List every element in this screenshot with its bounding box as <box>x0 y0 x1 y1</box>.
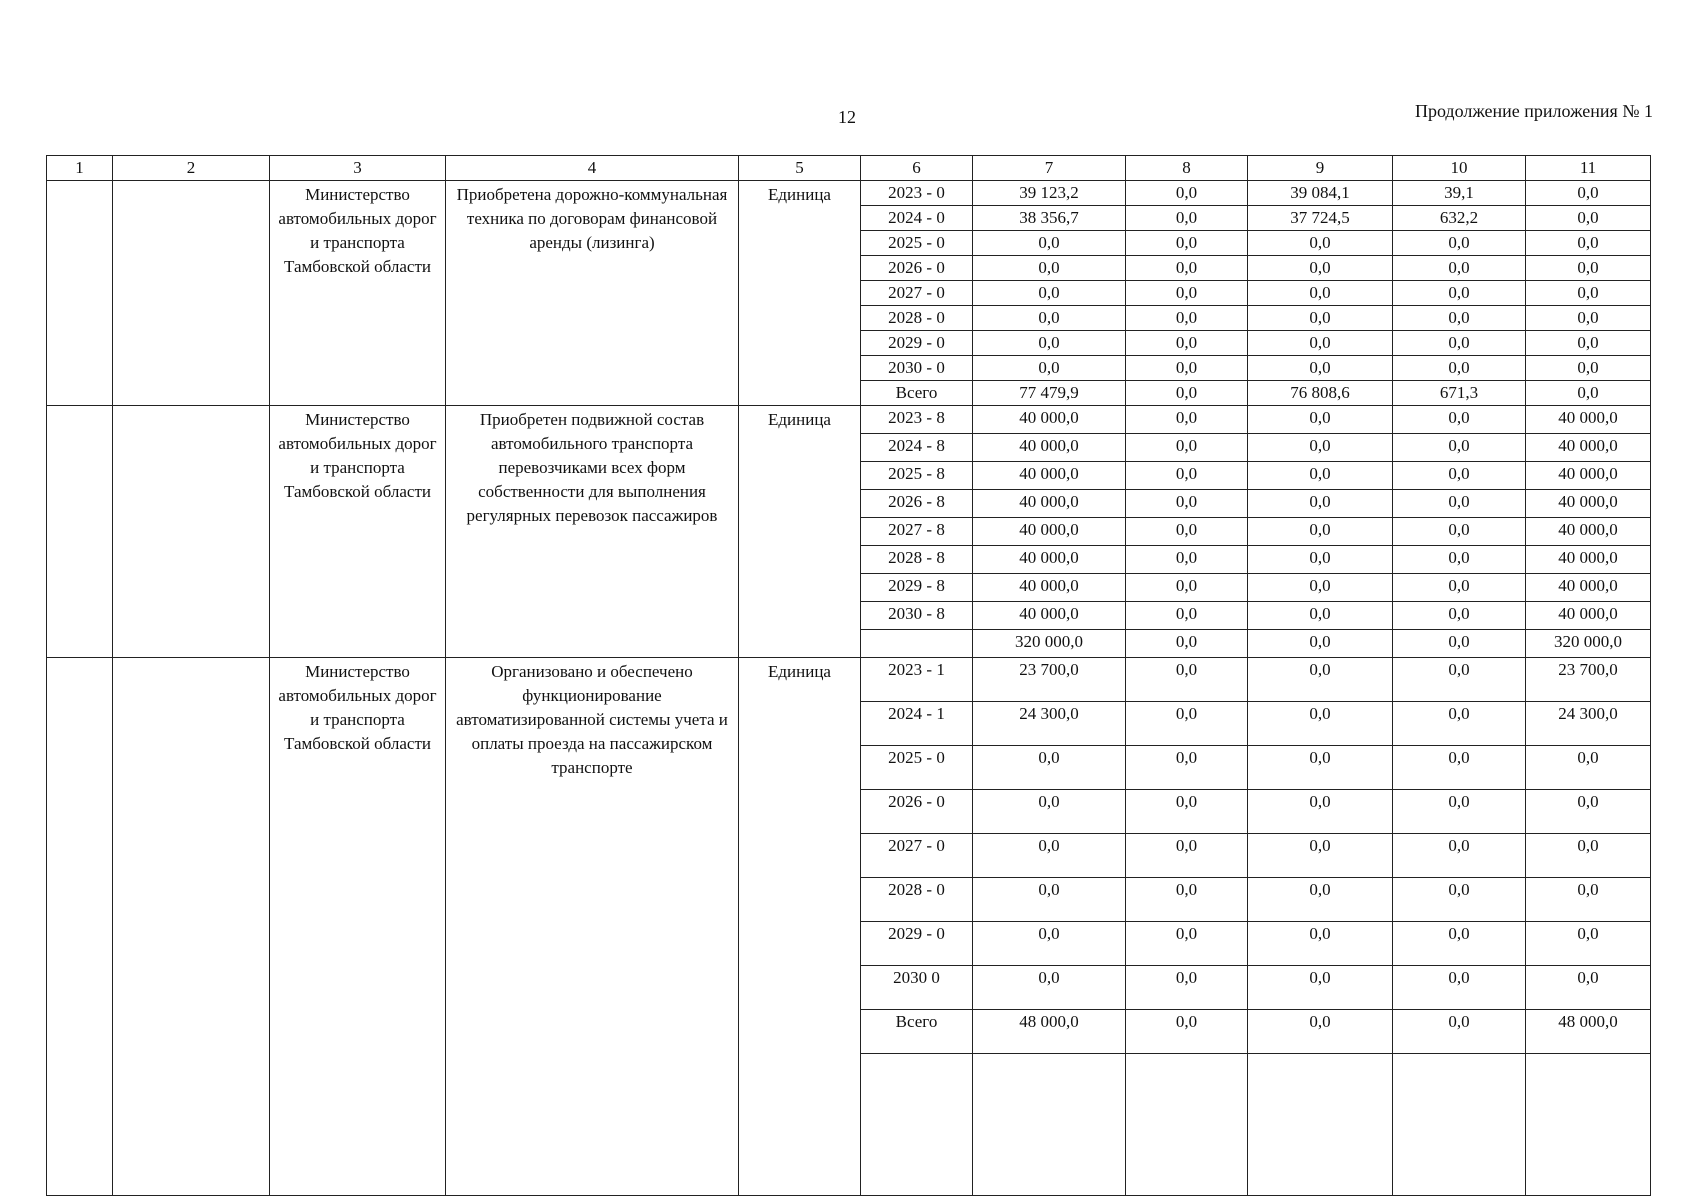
page-number: 12 <box>838 107 856 127</box>
col1-cell <box>47 406 113 658</box>
value-cell: 0,0 <box>1126 406 1248 434</box>
value-cell: 0,0 <box>1393 256 1526 281</box>
empty-cell <box>1248 1054 1393 1196</box>
col2-cell <box>113 658 270 1196</box>
value-cell: 39 084,1 <box>1248 181 1393 206</box>
value-cell: 0,0 <box>1393 406 1526 434</box>
year-cell: 2023 - 8 <box>861 406 973 434</box>
value-cell: 0,0 <box>1126 922 1248 966</box>
value-cell: 0,0 <box>1393 306 1526 331</box>
budget-table <box>46 155 1651 1196</box>
value-cell: 320 000,0 <box>973 630 1126 658</box>
value-cell: 0,0 <box>1393 702 1526 746</box>
value-cell: 0,0 <box>1393 490 1526 518</box>
value-cell: 0,0 <box>1126 878 1248 922</box>
year-cell: 2027 - 0 <box>861 281 973 306</box>
header-cell: 4 <box>446 156 739 181</box>
indicator-cell: Организовано и обеспечено функционирование автоматизированной системы учета и оплаты проезда на пассажирском транспорте <box>446 658 739 1196</box>
value-cell: 0,0 <box>1393 834 1526 878</box>
year-cell: Всего <box>861 1010 973 1054</box>
value-cell: 0,0 <box>1126 490 1248 518</box>
value-cell: 40 000,0 <box>973 490 1126 518</box>
value-cell: 0,0 <box>1393 546 1526 574</box>
value-cell: 0,0 <box>1526 231 1651 256</box>
value-cell: 48 000,0 <box>1526 1010 1651 1054</box>
value-cell: 0,0 <box>1526 181 1651 206</box>
value-cell: 0,0 <box>1526 306 1651 331</box>
value-cell: 40 000,0 <box>1526 546 1651 574</box>
value-cell: 77 479,9 <box>973 381 1126 406</box>
unit-cell: Единица <box>739 406 861 658</box>
value-cell: 0,0 <box>1393 922 1526 966</box>
table-row <box>47 658 1651 702</box>
value-cell: 0,0 <box>1393 281 1526 306</box>
value-cell: 0,0 <box>1126 306 1248 331</box>
value-cell: 24 300,0 <box>973 702 1126 746</box>
header-cell: 10 <box>1393 156 1526 181</box>
value-cell: 0,0 <box>1248 546 1393 574</box>
value-cell: 0,0 <box>1526 331 1651 356</box>
value-cell: 0,0 <box>1126 966 1248 1010</box>
value-cell: 0,0 <box>1248 356 1393 381</box>
year-cell: 2029 - 0 <box>861 922 973 966</box>
responsible-cell: Министерство автомобильных дорог и транспорта Тамбовской области <box>270 181 446 406</box>
value-cell: 0,0 <box>1526 922 1651 966</box>
header-cell: 1 <box>47 156 113 181</box>
value-cell: 0,0 <box>1126 434 1248 462</box>
header-cell: 5 <box>739 156 861 181</box>
value-cell: 0,0 <box>1248 434 1393 462</box>
value-cell: 0,0 <box>1248 966 1393 1010</box>
value-cell: 0,0 <box>1393 1010 1526 1054</box>
value-cell: 0,0 <box>1126 281 1248 306</box>
year-cell: 2024 - 1 <box>861 702 973 746</box>
value-cell: 0,0 <box>1248 256 1393 281</box>
value-cell: 0,0 <box>973 306 1126 331</box>
value-cell: 40 000,0 <box>1526 406 1651 434</box>
value-cell: 0,0 <box>1393 966 1526 1010</box>
value-cell: 0,0 <box>1248 922 1393 966</box>
year-cell: 2025 - 8 <box>861 462 973 490</box>
value-cell: 0,0 <box>973 256 1126 281</box>
empty-cell <box>861 1054 973 1196</box>
value-cell: 24 300,0 <box>1526 702 1651 746</box>
value-cell: 38 356,7 <box>973 206 1126 231</box>
year-cell: 2024 - 0 <box>861 206 973 231</box>
empty-cell <box>1126 1054 1248 1196</box>
value-cell: 0,0 <box>1526 834 1651 878</box>
value-cell: 0,0 <box>1126 356 1248 381</box>
value-cell: 40 000,0 <box>973 574 1126 602</box>
header-cell: 7 <box>973 156 1126 181</box>
year-cell: 2029 - 0 <box>861 331 973 356</box>
year-cell: 2028 - 8 <box>861 546 973 574</box>
value-cell: 40 000,0 <box>973 462 1126 490</box>
header-cell: 3 <box>270 156 446 181</box>
col1-cell <box>47 181 113 406</box>
appendix-note: Продолжение приложения № 1 <box>1414 101 1653 121</box>
year-cell: 2030 0 <box>861 966 973 1010</box>
col2-cell <box>113 181 270 406</box>
value-cell: 40 000,0 <box>973 406 1126 434</box>
year-cell: 2027 - 0 <box>861 834 973 878</box>
value-cell: 40 000,0 <box>1526 602 1651 630</box>
value-cell: 0,0 <box>1126 574 1248 602</box>
value-cell: 0,0 <box>973 834 1126 878</box>
value-cell: 0,0 <box>1526 878 1651 922</box>
value-cell: 0,0 <box>1393 602 1526 630</box>
col1-cell <box>47 658 113 1196</box>
value-cell: 0,0 <box>1526 966 1651 1010</box>
value-cell: 0,0 <box>1126 181 1248 206</box>
empty-cell <box>973 1054 1126 1196</box>
value-cell: 0,0 <box>1248 331 1393 356</box>
value-cell: 0,0 <box>1393 574 1526 602</box>
value-cell: 0,0 <box>1248 878 1393 922</box>
header-cell: 2 <box>113 156 270 181</box>
value-cell: 0,0 <box>973 356 1126 381</box>
value-cell: 0,0 <box>1393 518 1526 546</box>
year-cell: 2030 - 0 <box>861 356 973 381</box>
value-cell: 0,0 <box>1393 356 1526 381</box>
value-cell: 0,0 <box>1248 231 1393 256</box>
responsible-cell: Министерство автомобильных дорог и транспорта Тамбовской области <box>270 406 446 658</box>
year-cell: 2026 - 0 <box>861 256 973 281</box>
value-cell: 0,0 <box>973 878 1126 922</box>
indicator-cell: Приобретен подвижной состав автомобильного транспорта перевозчиками всех форм собственности для выполнения регулярных перевозок пассажиров <box>446 406 739 658</box>
value-cell: 0,0 <box>1393 331 1526 356</box>
value-cell: 0,0 <box>973 231 1126 256</box>
col2-cell <box>113 406 270 658</box>
year-cell: 2025 - 0 <box>861 231 973 256</box>
value-cell: 37 724,5 <box>1248 206 1393 231</box>
table-body <box>47 156 1651 1196</box>
value-cell: 0,0 <box>1526 256 1651 281</box>
value-cell: 0,0 <box>1126 834 1248 878</box>
header-cell: 9 <box>1248 156 1393 181</box>
year-cell: 2024 - 8 <box>861 434 973 462</box>
value-cell: 0,0 <box>1248 518 1393 546</box>
value-cell: 76 808,6 <box>1248 381 1393 406</box>
year-cell: Всего <box>861 381 973 406</box>
value-cell: 0,0 <box>1393 746 1526 790</box>
value-cell: 0,0 <box>1248 602 1393 630</box>
value-cell: 0,0 <box>1393 790 1526 834</box>
value-cell: 0,0 <box>1526 281 1651 306</box>
value-cell: 0,0 <box>1126 206 1248 231</box>
value-cell: 0,0 <box>1526 790 1651 834</box>
unit-cell: Единица <box>739 181 861 406</box>
year-cell: 2023 - 1 <box>861 658 973 702</box>
value-cell: 40 000,0 <box>1526 462 1651 490</box>
value-cell: 40 000,0 <box>1526 490 1651 518</box>
value-cell: 39 123,2 <box>973 181 1126 206</box>
year-cell: 2028 - 0 <box>861 878 973 922</box>
value-cell: 0,0 <box>1393 434 1526 462</box>
value-cell: 0,0 <box>1126 546 1248 574</box>
value-cell: 0,0 <box>1248 406 1393 434</box>
value-cell: 0,0 <box>1126 256 1248 281</box>
value-cell: 40 000,0 <box>973 546 1126 574</box>
value-cell: 0,0 <box>1248 1010 1393 1054</box>
value-cell: 0,0 <box>1126 746 1248 790</box>
value-cell: 23 700,0 <box>1526 658 1651 702</box>
value-cell: 0,0 <box>1526 746 1651 790</box>
value-cell: 40 000,0 <box>1526 574 1651 602</box>
value-cell: 39,1 <box>1393 181 1526 206</box>
value-cell: 0,0 <box>1526 381 1651 406</box>
value-cell: 40 000,0 <box>973 518 1126 546</box>
empty-cell <box>1526 1054 1651 1196</box>
value-cell: 40 000,0 <box>973 434 1126 462</box>
value-cell: 0,0 <box>1248 462 1393 490</box>
value-cell: 0,0 <box>1126 231 1248 256</box>
value-cell: 0,0 <box>1126 658 1248 702</box>
value-cell: 0,0 <box>1126 702 1248 746</box>
value-cell: 0,0 <box>1526 356 1651 381</box>
table-row <box>47 181 1651 206</box>
value-cell: 0,0 <box>1126 381 1248 406</box>
value-cell: 40 000,0 <box>973 602 1126 630</box>
responsible-cell: Министерство автомобильных дорог и транспорта Тамбовской области <box>270 658 446 1196</box>
value-cell: 0,0 <box>1248 630 1393 658</box>
year-cell: 2028 - 0 <box>861 306 973 331</box>
value-cell: 0,0 <box>1526 206 1651 231</box>
value-cell: 0,0 <box>1248 490 1393 518</box>
value-cell: 0,0 <box>1126 462 1248 490</box>
year-cell: 2030 - 8 <box>861 602 973 630</box>
value-cell: 320 000,0 <box>1526 630 1651 658</box>
value-cell: 0,0 <box>1248 306 1393 331</box>
year-cell: 2025 - 0 <box>861 746 973 790</box>
header-cell: 8 <box>1126 156 1248 181</box>
year-cell: 2026 - 8 <box>861 490 973 518</box>
value-cell: 0,0 <box>1248 834 1393 878</box>
value-cell: 0,0 <box>1393 658 1526 702</box>
value-cell: 632,2 <box>1393 206 1526 231</box>
header-cell: 6 <box>861 156 973 181</box>
year-cell <box>861 630 973 658</box>
year-cell: 2023 - 0 <box>861 181 973 206</box>
value-cell: 0,0 <box>1126 630 1248 658</box>
value-cell: 40 000,0 <box>1526 434 1651 462</box>
unit-cell: Единица <box>739 658 861 1196</box>
empty-cell <box>1393 1054 1526 1196</box>
value-cell: 0,0 <box>973 922 1126 966</box>
value-cell: 0,0 <box>1393 231 1526 256</box>
indicator-cell: Приобретена дорожно-коммунальная техника по договорам финансовой аренды (лизинга) <box>446 181 739 406</box>
year-cell: 2026 - 0 <box>861 790 973 834</box>
value-cell: 23 700,0 <box>973 658 1126 702</box>
value-cell: 0,0 <box>1126 331 1248 356</box>
value-cell: 0,0 <box>1248 702 1393 746</box>
value-cell: 48 000,0 <box>973 1010 1126 1054</box>
year-cell: 2027 - 8 <box>861 518 973 546</box>
value-cell: 0,0 <box>1126 1010 1248 1054</box>
value-cell: 0,0 <box>1248 281 1393 306</box>
value-cell: 0,0 <box>973 281 1126 306</box>
value-cell: 0,0 <box>1126 518 1248 546</box>
value-cell: 0,0 <box>973 966 1126 1010</box>
value-cell: 671,3 <box>1393 381 1526 406</box>
value-cell: 0,0 <box>973 790 1126 834</box>
value-cell: 0,0 <box>1393 462 1526 490</box>
year-cell: 2029 - 8 <box>861 574 973 602</box>
header-cell: 11 <box>1526 156 1651 181</box>
value-cell: 40 000,0 <box>1526 518 1651 546</box>
header-row <box>47 156 1651 181</box>
value-cell: 0,0 <box>1248 574 1393 602</box>
value-cell: 0,0 <box>973 746 1126 790</box>
value-cell: 0,0 <box>1248 658 1393 702</box>
value-cell: 0,0 <box>1248 790 1393 834</box>
value-cell: 0,0 <box>1126 790 1248 834</box>
value-cell: 0,0 <box>1393 878 1526 922</box>
value-cell: 0,0 <box>1126 602 1248 630</box>
table-row <box>47 406 1651 434</box>
value-cell: 0,0 <box>1248 746 1393 790</box>
value-cell: 0,0 <box>1393 630 1526 658</box>
value-cell: 0,0 <box>973 331 1126 356</box>
